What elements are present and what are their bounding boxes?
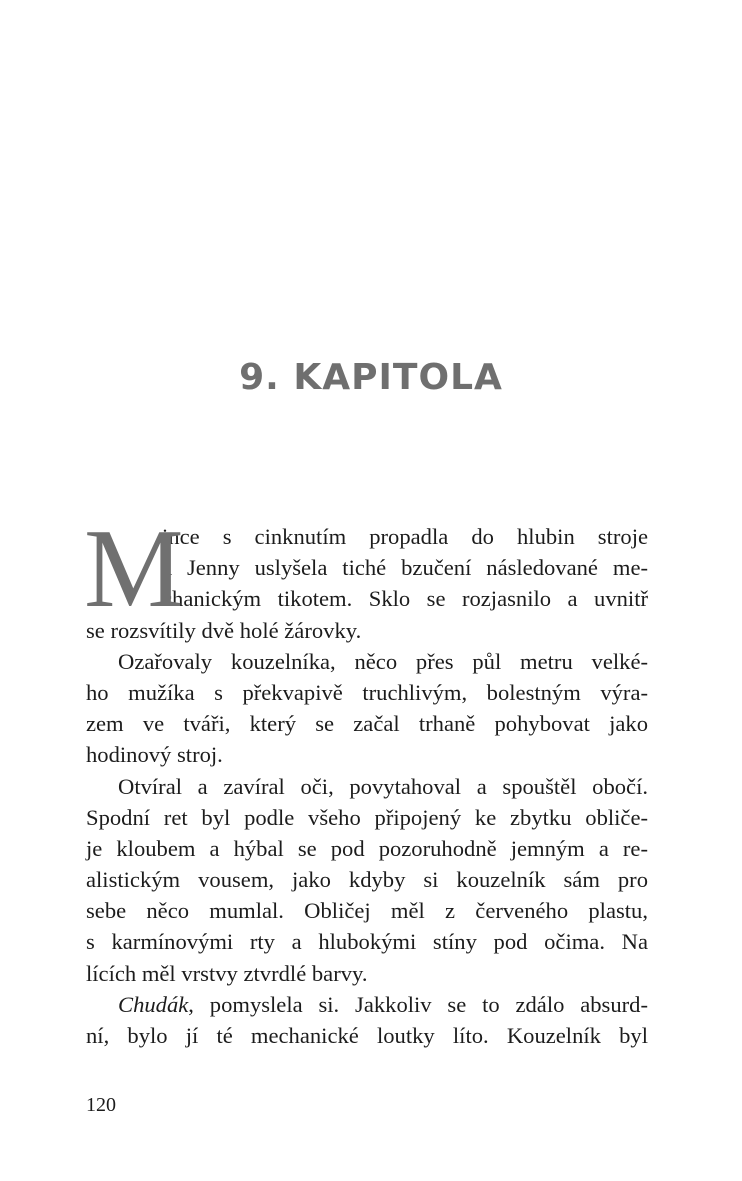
page-number: 120: [86, 1094, 116, 1116]
text-line: je kloubem a hýbal se pod pozoruhodně jemným a re-: [86, 835, 648, 861]
text-line: sebe něco mumlal. Obličej měl z červeného plastu,: [86, 898, 648, 924]
text-line: se rozsvítily dvě holé žárovky.: [86, 617, 362, 643]
text-line: Otvíral a zavíral oči, povytahoval a spouštěl obočí.: [118, 773, 648, 799]
text-line: a Jenny uslyšela tiché bzučení následované me-: [162, 555, 648, 581]
text-line: s karmínovými rty a hlubokými stíny pod očima. Na: [86, 929, 648, 955]
chapter-title: 9. KAPITOLA: [239, 357, 503, 398]
text-line: Ozařovaly kouzelníka, něco přes půl metru velké-: [118, 648, 648, 674]
italic-word: Chudák: [118, 991, 189, 1017]
text-line: zem ve tváři, který se začal trhaně pohybovat jako: [86, 711, 648, 737]
body-text: [84, 507, 648, 1051]
text-line: hodinový stroj.: [86, 742, 223, 768]
text-line-rest: , pomyslela si. Jakkoliv se to zdálo absurd-: [188, 991, 648, 1017]
text-line: chanickým tikotem. Sklo se rozjasnilo a uvnitř: [162, 586, 648, 612]
text-line: lících měl vrstvy ztvrdlé barvy.: [86, 960, 368, 986]
text-line: [86, 989, 648, 1020]
text-line: Spodní ret byl podle všeho připojený ke zbytku obliče-: [86, 804, 648, 830]
drop-cap: M: [84, 507, 184, 631]
text-line: alistickým vousem, jako kdyby si kouzelník sám pro: [86, 867, 648, 893]
text-line: ince s cinknutím propadla do hlubin stroje: [162, 524, 648, 549]
text-line: ní, bylo jí té mechanické loutky líto. Kouzelník byl: [86, 1023, 648, 1048]
text-line: ho mužíka s překvapivě truchlivým, bolestným výra-: [86, 679, 648, 705]
